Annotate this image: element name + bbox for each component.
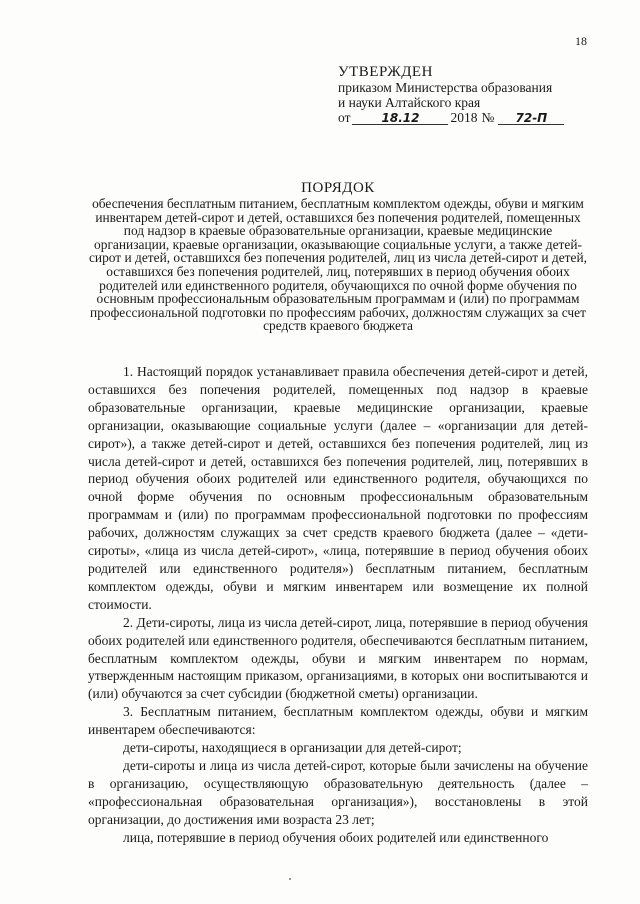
paragraph-3-item-2: дети-сироты и лица из числа детей-сирот, которые были зачислены на обучение в организацию, осуществляющую образовательную деятельность (далее – «профессиональная образовательная организация»), восстановлены в этой организации, до достижения ими возраста 23 лет;: [88, 757, 588, 827]
approval-stamp: [338, 65, 608, 125]
document-title-block: [88, 180, 588, 333]
date-prefix: от: [338, 110, 351, 125]
paragraph-2: 2. Дети-сироты, лица из числа детей-сирот, лица, потерявшие в период обучения обоих родителей или единственного родителя, обеспечиваются бесплатным питанием, бесплатным комплектом одежды, обуви и мягким инвентарем по нормам, утвержденным настоящим приказом, организациями, в которых они воспитываются и (или) обучаются за счет субсидии (бюджетной сметы) организации.: [88, 614, 588, 702]
document-body: [88, 363, 588, 846]
number-sign: №: [481, 110, 495, 125]
approval-line-2: и науки Алтайского края: [338, 95, 481, 110]
paragraph-3-item-1: дети-сироты, находящиеся в организации для детей-сирот;: [123, 740, 462, 756]
paragraph-3-item-3: лица, потерявшие в период обучения обоих родителей или единственного: [123, 829, 549, 845]
approved-heading: УТВЕРЖДЕН: [338, 64, 433, 80]
document-title: ПОРЯДОК: [301, 180, 375, 196]
approval-date-line: [338, 110, 608, 125]
paragraph-3: 3. Бесплатным питанием, бесплатным комплектом одежды, обуви и мягким инвентарем обеспечиваются:: [88, 704, 588, 738]
scan-speck: [289, 878, 291, 880]
approval-line-1: приказом Министерства образования: [338, 80, 553, 95]
approval-year: 2018: [450, 110, 478, 125]
page-number: 18: [575, 34, 587, 48]
document-subtitle: обеспечения бесплатным питанием, бесплатным комплектом одежды, обуви и мягким инвентарем детей-сирот и детей, оставшихся без попечения родителей, помещенных под надзор в краевые образовательные организации, краевые медицинские организации, краевые организации, оказывающие социальные услуги, а также детей-сирот и детей, оставшихся без попечения родителей, лиц из числа детей-сирот и детей, оставшихся без попечения родителей, лиц, потерявших в период обучения обоих родителей или единственного родителя, обучающихся по очной форме обучения по основным профессиональным образовательным программам и (или) по программам профессиональной подготовки по профессиям рабочих, должностям служащих за счет средств краевого бюджета: [88, 196, 587, 334]
handwritten-date: 18.12: [352, 112, 448, 125]
handwritten-order-number: 72-П: [498, 112, 564, 125]
paragraph-1: 1. Настоящий порядок устанавливает правила обеспечения детей-сирот и детей, оставшихся без попечения родителей, помещенных под надзор в краевые образовательные организации, краевые медицинские организации, краевые организации, оказывающие социальные услуги (далее – «организации для детей-сирот»), а также детей-сирот и детей, оставшихся без попечения родителей, лиц из числа детей-сирот и детей, оставшихся без попечения родителей, лиц, потерявших в период обучения обоих родителей или единственного родителя, обучающихся по очной форме обучения по основным профессиональным образовательным программам и (или) по программам профессиональной подготовки по профессиям рабочих, должностям служащих за счет средств краевого бюджета (далее – «дети-сироты», «лица из числа детей-сирот», «лица, потерявшие в период обучения обоих родителей или единственного родителя») бесплатным питанием, бесплатным комплектом одежды, обуви и мягким инвентарем или возмещение их полной стоимости.: [88, 364, 588, 612]
